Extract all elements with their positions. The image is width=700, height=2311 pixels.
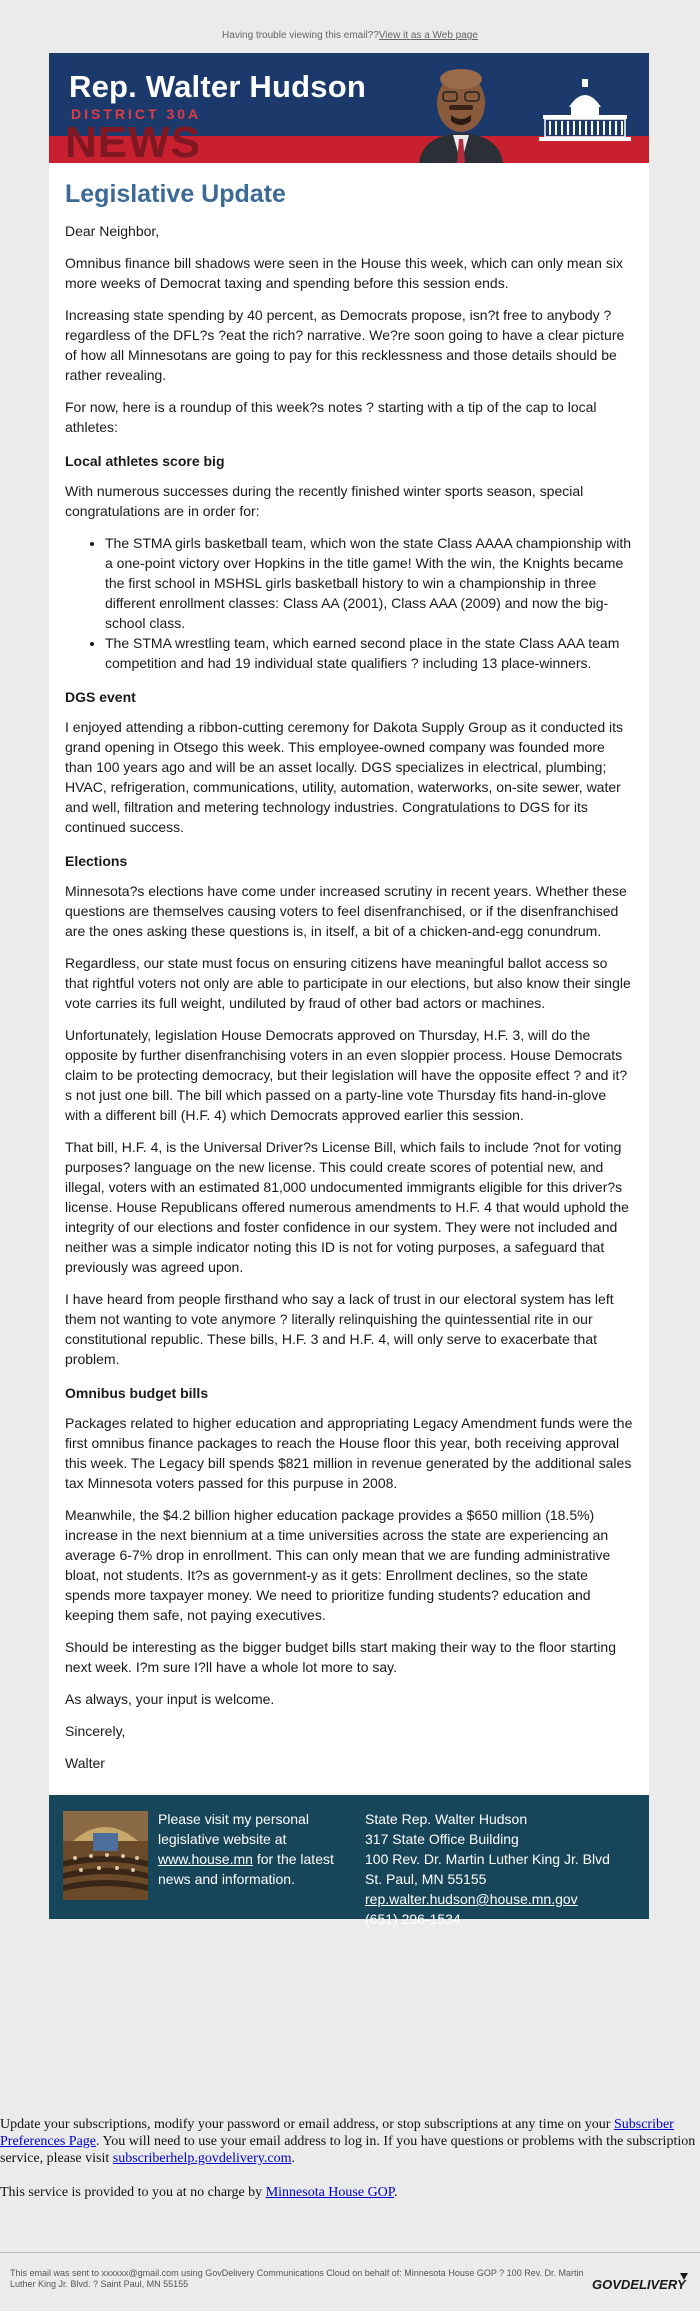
banner-rep-name: Rep. Walter Hudson	[69, 69, 366, 104]
elections-paragraph-4: That bill, H.F. 4, is the Universal Driver?s License Bill, which fails to include ?not for voting purposes? language on the new license. This could create scores of potential new, and illegal, voters with an estimated 81,000 undocumented immigrants eligible for this driver?s license. House Republicans offered numerous amendments to H.F. 4 that would uphold the integrity of our elections and foster confidence in our system. They were not included and neither was a simple indicator noting this ID is not for voting purposes, a safeguard that previously was agreed upon.	[65, 1139, 629, 1275]
address-name: State Rep. Walter Hudson	[365, 1811, 528, 1827]
banner-district: DISTRICT 30A	[71, 106, 202, 122]
service-text: This service is provided to you at no charge by	[0, 2185, 263, 2200]
rep-portrait-photo	[413, 59, 509, 163]
house-website-link[interactable]: www.house.mn	[158, 1851, 253, 1867]
view-online-note	[0, 0, 700, 54]
intro-paragraph-1: Omnibus finance bill shadows were seen in the House this week, which can only mean six more weeks of Democrat taxing and spending before this session ends.	[65, 255, 623, 291]
section-heading-dgs: DGS event	[65, 689, 136, 705]
capitol-building-icon	[539, 77, 631, 147]
divider	[0, 2252, 700, 2253]
view-web-page-link[interactable]: View it as a Web page	[378, 30, 478, 41]
contact-footer	[49, 1795, 649, 1927]
subscription-info	[0, 2116, 700, 2218]
elections-paragraph-1: Minnesota?s elections have come under increased scrutiny in recent years. Whether these questions are themselves causing voters to feel disenfranchised, or if the disenfranchised are the ones asking these questions is, in itself, a bit of a chicken-and-egg conundrum.	[65, 883, 627, 939]
subscriber-help-link[interactable]: subscriberhelp.govdelivery.com	[112, 2151, 292, 2166]
athletes-list	[65, 533, 633, 673]
subscription-text: Update your subscriptions, modify your password or email address, or stop subscriptions at any time on your Subscriber Preferences Page. You will need to use your email address to log in. If you have questions or problems with the subscription service, please visit subscriberhelp.govdelivery.com.	[0, 2117, 696, 2166]
list-item: • The STMA girls basketball team, which won the state Class AAAA championship with a one-point victory over Hopkins in the title game! With the win, the Knights became the first school in MSHSL girls basketball history to win a championship in three different enrollment classes: Class AA (2001), Class AAA (2009) and now the big-school class.	[105, 533, 633, 633]
budget-paragraph-3: Should be interesting as the bigger budget bills start making their way to the floor starting next week. I?m sure I?ll have a whole lot more to say.	[65, 1639, 616, 1675]
page-title: Legislative Update	[65, 180, 286, 208]
banner-news-word: NEWS	[65, 118, 201, 163]
visit-website-block	[158, 1809, 348, 1889]
section-heading-elections: Elections	[65, 853, 128, 869]
address-line-3: St. Paul, MN 55155	[365, 1871, 487, 1887]
greeting: Dear Neighbor,	[65, 223, 160, 239]
signature: Walter	[65, 1755, 105, 1771]
subscription-text-1: Update your subscriptions, modify your password or email address, or stop subscriptions at any time on your	[0, 2117, 611, 2132]
newsletter-banner	[49, 53, 649, 163]
house-chamber-photo	[63, 1811, 148, 1900]
subscription-text-2: . You will need to use your email address to log in. If you have questions or problems with the subscription service, please visit	[0, 2134, 696, 2166]
list-item: • The STMA wrestling team, which earned second place in the state Class AAA team competition and had 19 individual state qualifiers ? including 13 place-winners.	[105, 633, 633, 673]
athletes-lead: With numerous successes during the recently finished winter sports season, special congratulations are in order for:	[65, 483, 584, 519]
budget-paragraph-1: Packages related to higher education and appropriating Legacy Amendment funds were the first omnibus finance packages to reach the House floor this year, both receiving approval this week. The Legacy bill spends $821 million in revenue generated by the additional sales tax Minnesota voters passed for this purpuse in 2008.	[65, 1415, 633, 1491]
email-body	[49, 53, 649, 1927]
budget-paragraph-4: As always, your input is welcome.	[65, 1691, 275, 1707]
dgs-paragraph: I enjoyed attending a ribbon-cutting ceremony for Dakota Supply Group as it conducted its grand opening in Otsego this week. This employee-owned company was founded more than 100 years ago and will be an asset locally. DGS specializes in electrical, plumbing; HVAC, refrigeration, communications, utility, automation, waterworks, on-site sewer, water and well, filtration and metering technology industries. Congratulations to DGS for its continued success.	[65, 719, 623, 835]
service-provided-text: This service is provided to you at no charge by Minnesota House GOP.	[0, 2185, 398, 2200]
rep-email-link[interactable]: rep.walter.hudson@house.mn.gov	[365, 1891, 578, 1907]
visit-text: Please visit my personal legislative website at	[158, 1811, 309, 1847]
govdelivery-logo[interactable]	[590, 2271, 690, 2295]
intro-paragraph-2: Increasing state spending by 40 percent, as Democrats propose, isn?t free to anybody ? regardless of the DFL?s ?eat the rich? narrative. We?re soon going to have a clear picture of how all Minnesotans are going to pay for this recklessness and those details should be rather revealing.	[65, 307, 625, 383]
intro-paragraph-3: For now, here is a roundup of this week?s notes ? starting with a tip of the cap to local athletes:	[65, 399, 597, 435]
minnesota-house-gop-link[interactable]: Minnesota House GOP	[265, 2185, 395, 2200]
address-line-1: 317 State Office Building	[365, 1831, 519, 1847]
visit-text-2: for the latest news and information.	[158, 1851, 334, 1887]
govdelivery-logo-text: GOVDELIVERY	[592, 2277, 686, 2292]
address-line-2: 100 Rev. Dr. Martin Luther King Jr. Blvd	[365, 1851, 610, 1867]
phone-number: (651) 296-1534	[365, 1911, 461, 1927]
view-online-text: Having trouble viewing this email??	[222, 30, 379, 41]
newsletter-content	[49, 163, 649, 1795]
closing: Sincerely,	[65, 1723, 126, 1739]
section-heading-athletes: Local athletes score big	[65, 453, 225, 469]
elections-paragraph-5: I have heard from people firsthand who say a lack of trust in our electoral system has left them not wanting to vote anymore ? literally relinquishing the quintessential rite in our constitutional republic. These bills, H.F. 3 and H.F. 4, will only serve to exacerbate that problem.	[65, 1291, 614, 1367]
subscriber-preferences-link[interactable]: Subscriber Preferences Page	[0, 2117, 674, 2149]
elections-paragraph-2: Regardless, our state must focus on ensuring citizens have meaningful ballot access so that rightful voters not only are able to participate in our elections, but also know their single vote carries its full weight, undiluted by fraud of other bad actors or machines.	[65, 955, 631, 1011]
elections-paragraph-3: Unfortunately, legislation House Democrats approved on Thursday, H.F. 3, will do the opposite by further disenfranchising voters in an even sloppier process. House Democrats claim to be protecting democracy, but their legislation will have the opposite effect ? and it?s not just one bill. The bill which passed on a party-line vote Thursday fits hand-in-glove with a different bill (H.F. 4) which Democrats approved earlier this session.	[65, 1027, 628, 1123]
fineprint: This email was sent to xxxxxx@gmail.com using GovDelivery Communications Cloud on behalf of: Minnesota House GOP ? 100 Rev. Dr. Martin Luther King Jr. Blvd. ? Saint Paul, MN 55155	[10, 2268, 584, 2289]
budget-paragraph-2: Meanwhile, the $4.2 billion higher education package provides a $650 million (18.5%) increase in the next biennium at a time universities across the state are experiencing an average 6-7% drop in enrollment. This can only mean that we are funding administrative bloat, not students. It?s as government-y as it gets: Enrollment declines, so the state spends more taxpayer money. We need to prioritize funding students? education and keeping them safe, not paying executives.	[65, 1507, 611, 1623]
section-heading-budget: Omnibus budget bills	[65, 1385, 209, 1401]
office-address	[365, 1809, 635, 1929]
